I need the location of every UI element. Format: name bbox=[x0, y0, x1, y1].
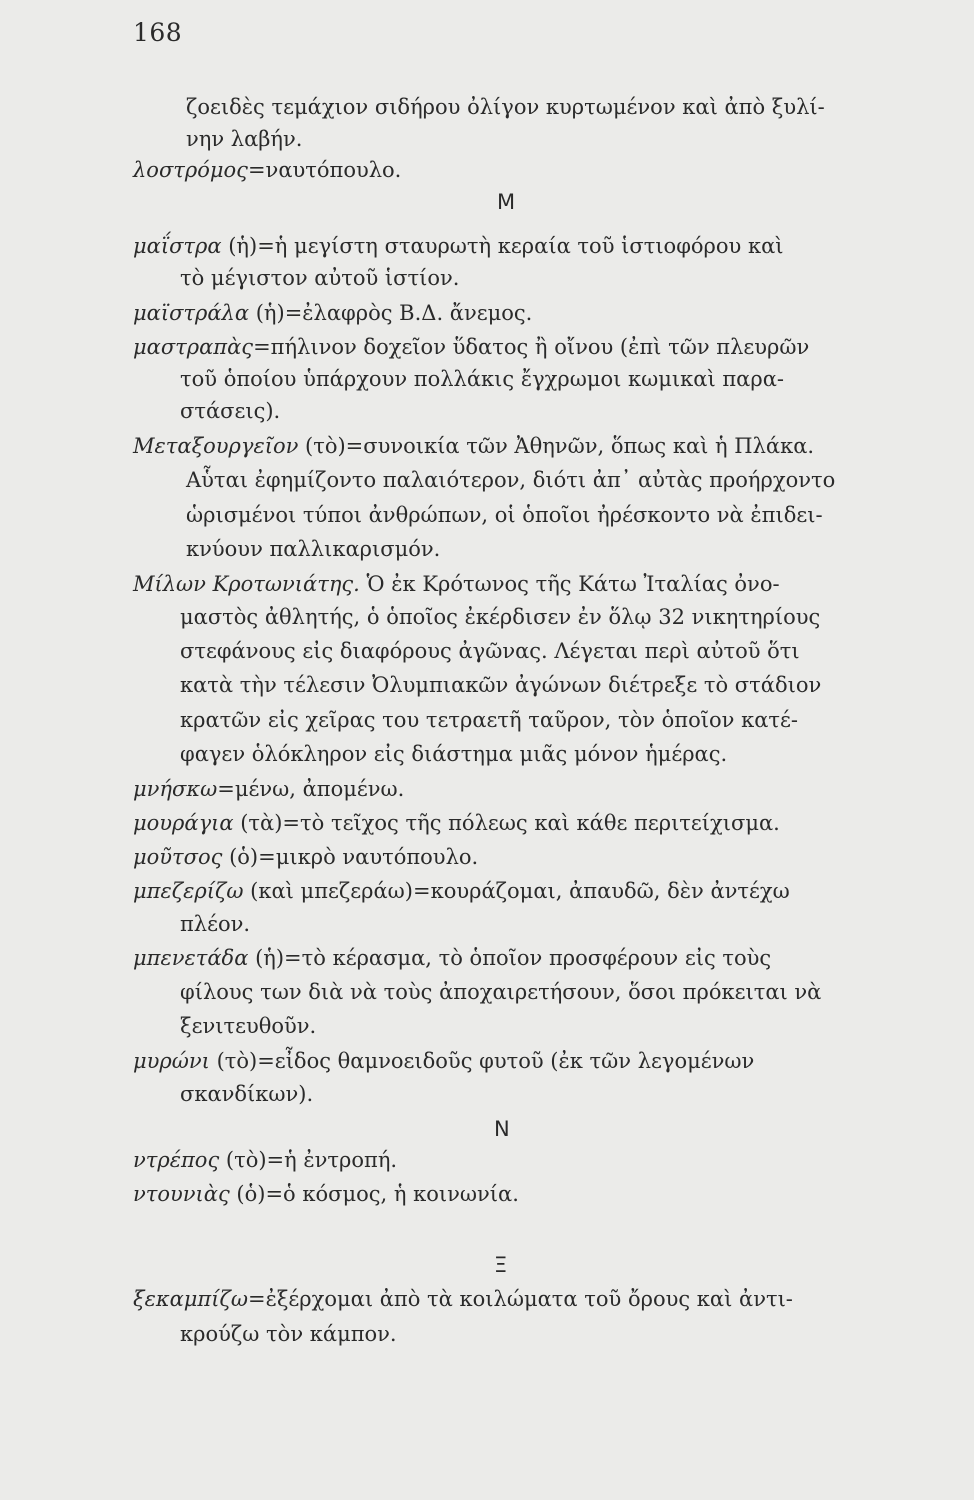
text-line: ὡρισμένοι τύποι ἀνθρώπων, οἱ ὁποῖοι ἠρέσκοντο νὰ ἐπιδει- bbox=[186, 503, 823, 527]
text-line: ζοειδὲς τεμάχιον σιδήρου ὀλίγον κυρτωμένον καὶ ἀπὸ ξυλί- bbox=[186, 95, 825, 119]
text-line: κνύουν παλλικαρισμόν. bbox=[186, 537, 441, 561]
glossary-entry: μαΐστρα (ἡ)=ἡ μεγίστη σταυρωτὴ κεραία τοῦ ἱστιοφόρου καὶ bbox=[133, 234, 784, 258]
glossary-entry: μνήσκω=μένω, ἀπομένω. bbox=[133, 777, 405, 801]
text-line: μαστὸς ἀθλητής, ὁ ὁποῖος ἐκέρδισεν ἐν ὅλῳ 32 νικητηρίους bbox=[180, 605, 821, 629]
page-number: 168 bbox=[133, 18, 183, 47]
glossary-entry: μουράγια (τὰ)=τὸ τεῖχος τῆς πόλεως καὶ κάθε περιτείχισμα. bbox=[133, 811, 780, 835]
entry-term: μαΐστρα bbox=[133, 234, 222, 258]
text-line: ξενιτευθοῦν. bbox=[180, 1014, 317, 1038]
text-line: κατὰ τὴν τέλεσιν Ὀλυμπιακῶν ἀγώνων διέτρεξε τὸ στάδιον bbox=[180, 673, 822, 697]
glossary-entry: Μεταξουργεῖον (τὸ)=συνοικία τῶν Ἀθηνῶν, ὅπως καὶ ἡ Πλάκα. bbox=[133, 434, 815, 458]
glossary-entry: μαστραπὰς=πήλινον δοχεῖον ὕδατος ἢ οἴνου (ἐπὶ τῶν πλευρῶν bbox=[133, 335, 810, 359]
text-line: τοῦ ὁποίου ὑπάρχουν πολλάκις ἔγχρωμοι κωμικαὶ παρα- bbox=[180, 367, 784, 391]
entry-term: μπεζερίζω bbox=[133, 879, 244, 903]
glossary-entry: ντουνιὰς (ὁ)=ὁ κόσμος, ἡ κοινωνία. bbox=[133, 1182, 519, 1206]
glossary-entry: Μίλων Κροτωνιάτης. Ὁ ἐκ Κρότωνος τῆς Κάτω Ἰταλίας ὀνο- bbox=[133, 572, 780, 596]
text-line: στάσεις). bbox=[180, 399, 281, 423]
glossary-entry: λοστρόμος=ναυτόπουλο. bbox=[133, 158, 402, 182]
entry-term: μουράγια bbox=[133, 811, 234, 835]
entry-term: μαστραπὰς bbox=[133, 335, 254, 359]
text-line: φίλους των διὰ νὰ τοὺς ἀποχαιρετήσουν, ὅσοι πρόκειται νὰ bbox=[180, 980, 822, 1004]
entry-term: Μίλων Κροτωνιάτης. bbox=[133, 572, 360, 596]
glossary-entry: ντρέπος (τὸ)=ἡ ἐντροπή. bbox=[133, 1148, 398, 1172]
section-letter-m: M bbox=[497, 190, 516, 214]
entry-term: ξεκαμπίζω bbox=[133, 1287, 248, 1311]
entry-term: μοῦτσος bbox=[133, 845, 223, 869]
text-line: κρούζω τὸν κάμπον. bbox=[180, 1322, 397, 1346]
entry-term: μνήσκω bbox=[133, 777, 218, 801]
text-line: φαγεν ὁλόκληρον εἰς διάστημα μιᾶς μόνον ἡμέρας. bbox=[180, 742, 728, 766]
glossary-entry: μπενετάδα (ἡ)=τὸ κέρασμα, τὸ ὁποῖον προσφέρουν εἰς τοὺς bbox=[133, 946, 772, 970]
text-line: πλέον. bbox=[180, 912, 251, 936]
text-line: Αὗται ἐφημίζοντο παλαιότερον, διότι ἀπ᾽ αὐτὰς προήρχοντο bbox=[186, 468, 836, 492]
entry-term: λοστρόμος bbox=[133, 158, 248, 182]
glossary-entry: μυρώνι (τὸ)=εἶδος θαμνοειδοῦς φυτοῦ (ἐκ τῶν λεγομένων bbox=[133, 1049, 755, 1073]
text-line: στεφάνους εἰς διαφόρους ἀγῶνας. Λέγεται περὶ αὐτοῦ ὅτι bbox=[180, 639, 800, 663]
glossary-entry: ξεκαμπίζω=ἐξέρχομαι ἀπὸ τὰ κοιλώματα τοῦ ὄρους καὶ ἀντι- bbox=[133, 1287, 793, 1311]
glossary-entry: μοῦτσος (ὁ)=μικρὸ ναυτόπουλο. bbox=[133, 845, 479, 869]
entry-term: ντουνιὰς bbox=[133, 1182, 230, 1206]
text-line: κρατῶν εἰς χεῖρας του τετραετῆ ταῦρον, τὸν ὁποῖον κατέ- bbox=[180, 708, 798, 732]
text-line: σκανδίκων). bbox=[180, 1082, 314, 1106]
entry-term: μυρώνι bbox=[133, 1049, 210, 1073]
text-line: νην λαβήν. bbox=[186, 127, 303, 151]
text-line: τὸ μέγιστον αὐτοῦ ἱστίον. bbox=[180, 266, 460, 290]
entry-term: μπενετάδα bbox=[133, 946, 249, 970]
section-letter-xi: Ξ bbox=[494, 1253, 508, 1277]
entry-term: ντρέπος bbox=[133, 1148, 220, 1172]
glossary-entry: μαϊστράλα (ἡ)=ἐλαφρὸς Β.Δ. ἄνεμος. bbox=[133, 301, 533, 325]
entry-term: Μεταξουργεῖον bbox=[133, 434, 299, 458]
section-letter-n: N bbox=[494, 1117, 510, 1141]
entry-term: μαϊστράλα bbox=[133, 301, 250, 325]
glossary-entry: μπεζερίζω (καὶ μπεζεράω)=κουράζομαι, ἀπαυδῶ, δὲν ἀντέχω bbox=[133, 879, 790, 903]
